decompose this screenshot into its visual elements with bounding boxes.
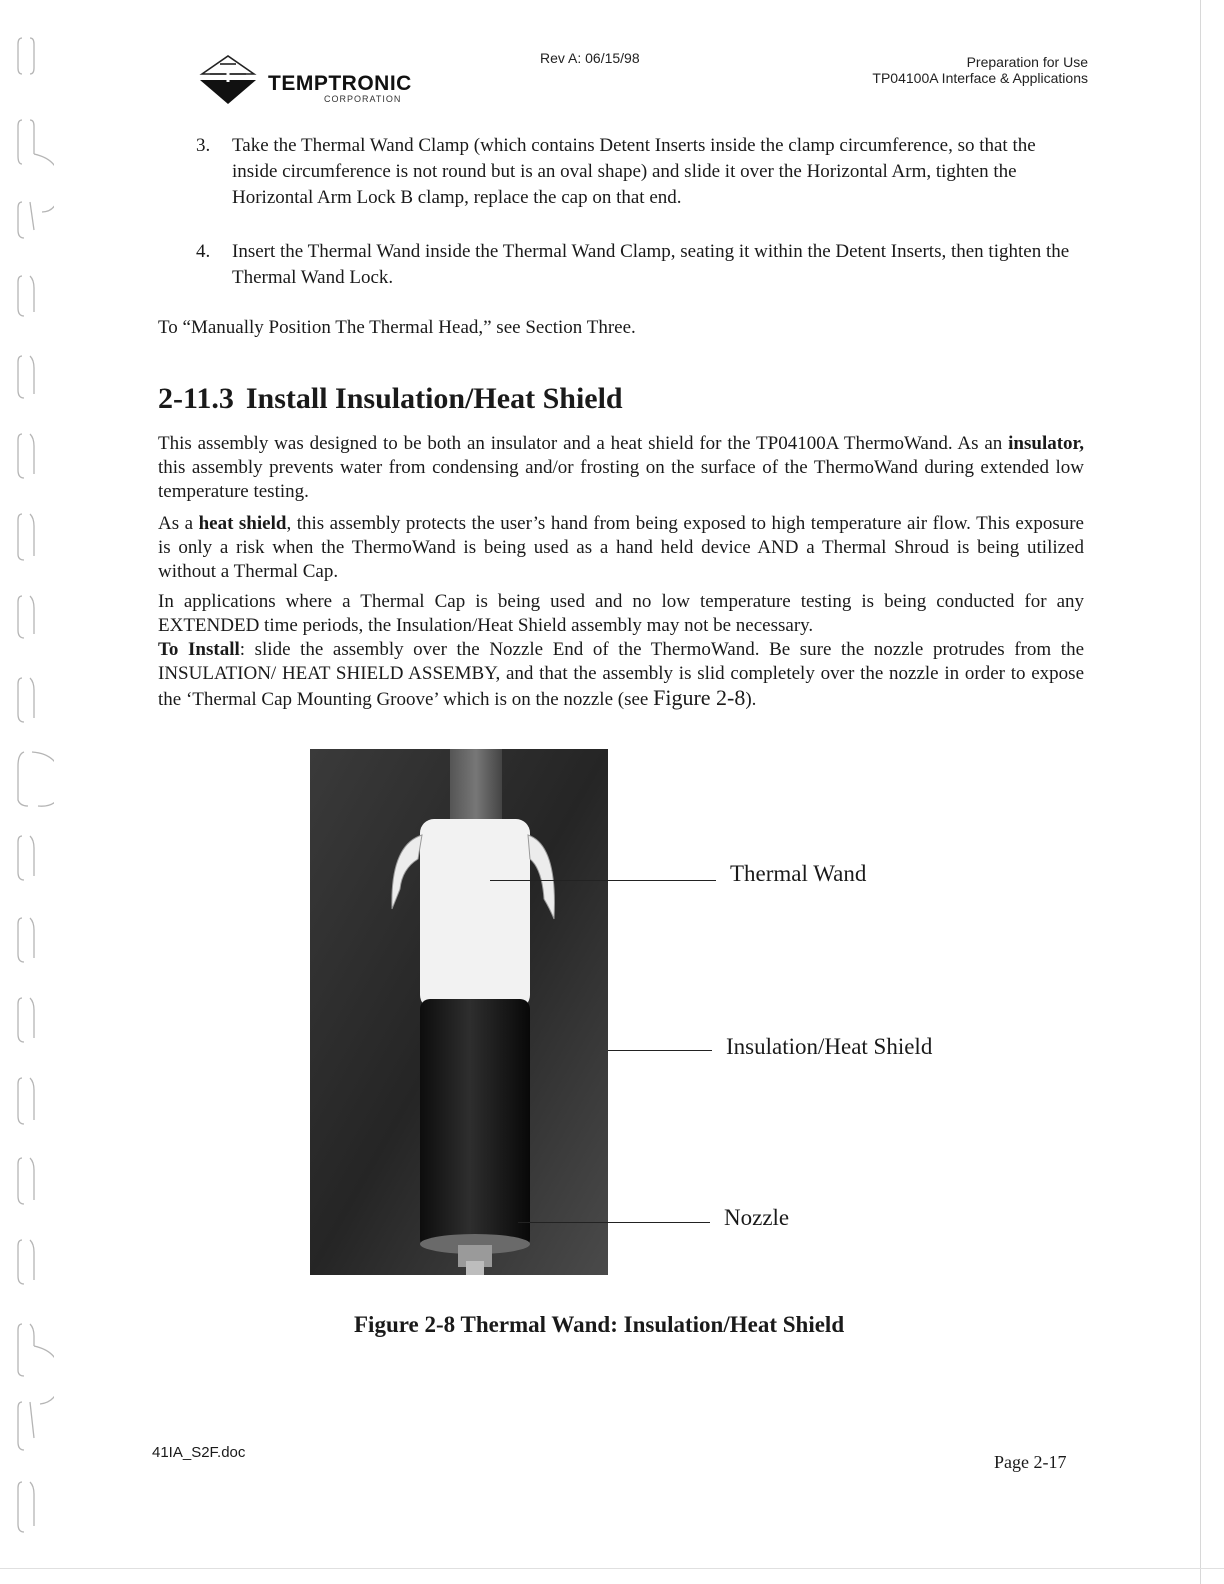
paragraph-heat-shield [158,512,1084,584]
paragraph-applications: In applications where a Thermal Cap is being used and no low temperature testing is being conducted for any EXTENDED time periods, the Insulation/Heat Shield assembly may not be necessary. [158,591,1084,636]
revision-label: Rev A: 06/15/98 [540,50,640,66]
text-run: This assembly was designed to be both an insulator and a heat shield for the TP04100A ThermoWand. As an [158,433,1009,454]
wand-callout-line [490,880,716,881]
section-title-text: Install Insulation/Heat Shield [245,382,623,415]
page-bottom-edge [0,1568,1224,1569]
bold-term: heat shield [198,513,287,534]
shield-callout-line [608,1050,712,1051]
step-number: 4. [196,241,211,262]
text-run: ). [745,689,757,710]
page-right-edge [1200,0,1201,1584]
figure-caption: Figure 2-8 Thermal Wand: Insulation/Heat Shield [354,1312,845,1337]
bold-term: insulator, [1008,433,1084,454]
company-name: TEMPTRONIC [268,72,412,95]
footer-page-number: Page 2-17 [994,1452,1067,1472]
section-heading [158,382,623,416]
header-right [872,54,1088,86]
manual-title: TP04100A Interface & Applications [872,70,1088,86]
temptronic-logo-icon [196,52,260,108]
thermal-wand-photo [310,749,608,1275]
step-number: 3. [196,135,211,156]
company-subtitle: CORPORATION [324,94,402,104]
binder-margin-marks [14,30,54,1570]
bold-term: To Install [158,639,240,660]
text-run: : slide the assembly over the Nozzle End of the ThermoWand. Be sure the nozzle protrudes from the INSULATION/ HEAT SHIELD ASSEMBY, and that the assembly is slid completely over the nozzle in order to expose the ‘Thermal Cap Mounting Groove’ which is on the nozzle (see [158,639,1085,710]
text-run: this assembly prevents water from condensing and/or frosting on the surface of the ThermoWand during extended low temperature testing. [158,457,1084,502]
footer-filename: 41IA_S2F.doc [152,1444,246,1461]
step-text: Insert the Thermal Wand inside the Thermal Wand Clamp, seating it within the Detent Inserts, then tighten the Thermal Wand Lock. [232,241,1070,288]
see-section-text: To “Manually Position The Thermal Head,” see Section Three. [158,317,636,338]
section-title: Preparation for Use [966,54,1088,70]
step-text: Take the Thermal Wand Clamp (which contains Detent Inserts inside the clamp circumference, so that the inside circumference is not round but is an oval shape) and slide it over the Horizontal Arm, tighten the Horizontal Arm Lock B clamp, replace the cap on that end. [232,135,1036,208]
nozzle-label: Nozzle [724,1205,790,1230]
text-run: As a [158,513,199,534]
temptronic-logo [196,52,416,108]
list-item [196,239,1082,291]
list-item [196,133,1082,211]
figure-reference: Figure 2-8 [653,685,746,710]
shield-label: Insulation/Heat Shield [726,1034,933,1059]
paragraph-install [158,638,1084,712]
wand-label: Thermal Wand [730,861,867,886]
paragraph-insulator [158,432,1084,504]
text-run: , this assembly protects the user’s hand from being exposed to high temperature air flow. This exposure is only a risk when the ThermoWand is being used as a hand held device AND a Thermal Shroud is being utilized without a Thermal Cap. [158,513,1084,582]
nozzle-callout-line [518,1222,710,1223]
section-number: 2-11.3 [158,382,234,415]
